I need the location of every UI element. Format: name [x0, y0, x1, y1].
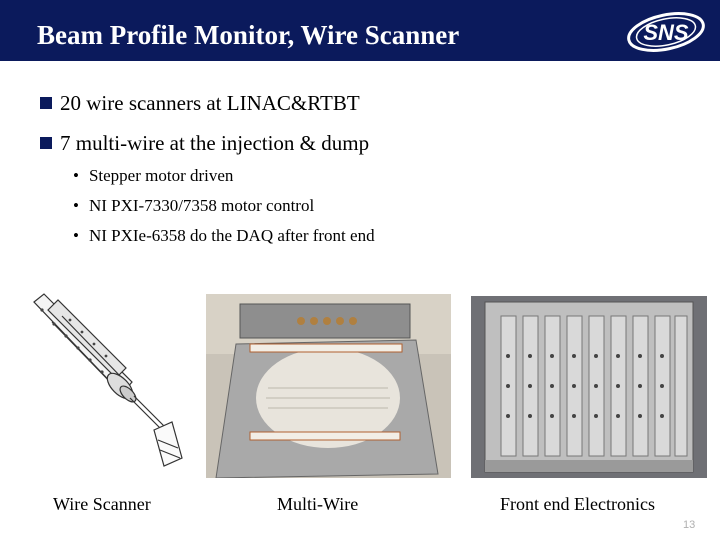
sns-logo-icon [625, 11, 707, 53]
bullet-2 [40, 131, 369, 156]
bullet-1 [40, 91, 360, 116]
sub-bullet-3: • NI PXIe-6358 do the DAQ after front end [73, 226, 375, 245]
caption-front-end-electronics: Front end Electronics [500, 494, 655, 514]
square-bullet-icon [40, 97, 52, 109]
bullet-2-text: 7 multi-wire at the injection & dump [60, 131, 370, 155]
front-end-electronics-photo [471, 296, 707, 478]
caption-wire-scanner: Wire Scanner [53, 494, 151, 514]
title-bar [0, 0, 720, 61]
bullet-1-text: 20 wire scanners at LINAC&RTBT [60, 91, 360, 115]
sub-bullet-1: • Stepper motor driven [73, 166, 234, 185]
logo-text: SNS [643, 20, 689, 45]
caption-multi-wire: Multi-Wire [277, 494, 359, 514]
wire-scanner-drawing [22, 290, 202, 480]
multi-wire-photo [206, 294, 451, 478]
sub-bullet-2: • NI PXI-7330/7358 motor control [73, 196, 315, 215]
square-bullet-icon [40, 137, 52, 149]
slide-title: Beam Profile Monitor, Wire Scanner [37, 20, 460, 50]
page-number: 13 [683, 519, 696, 531]
